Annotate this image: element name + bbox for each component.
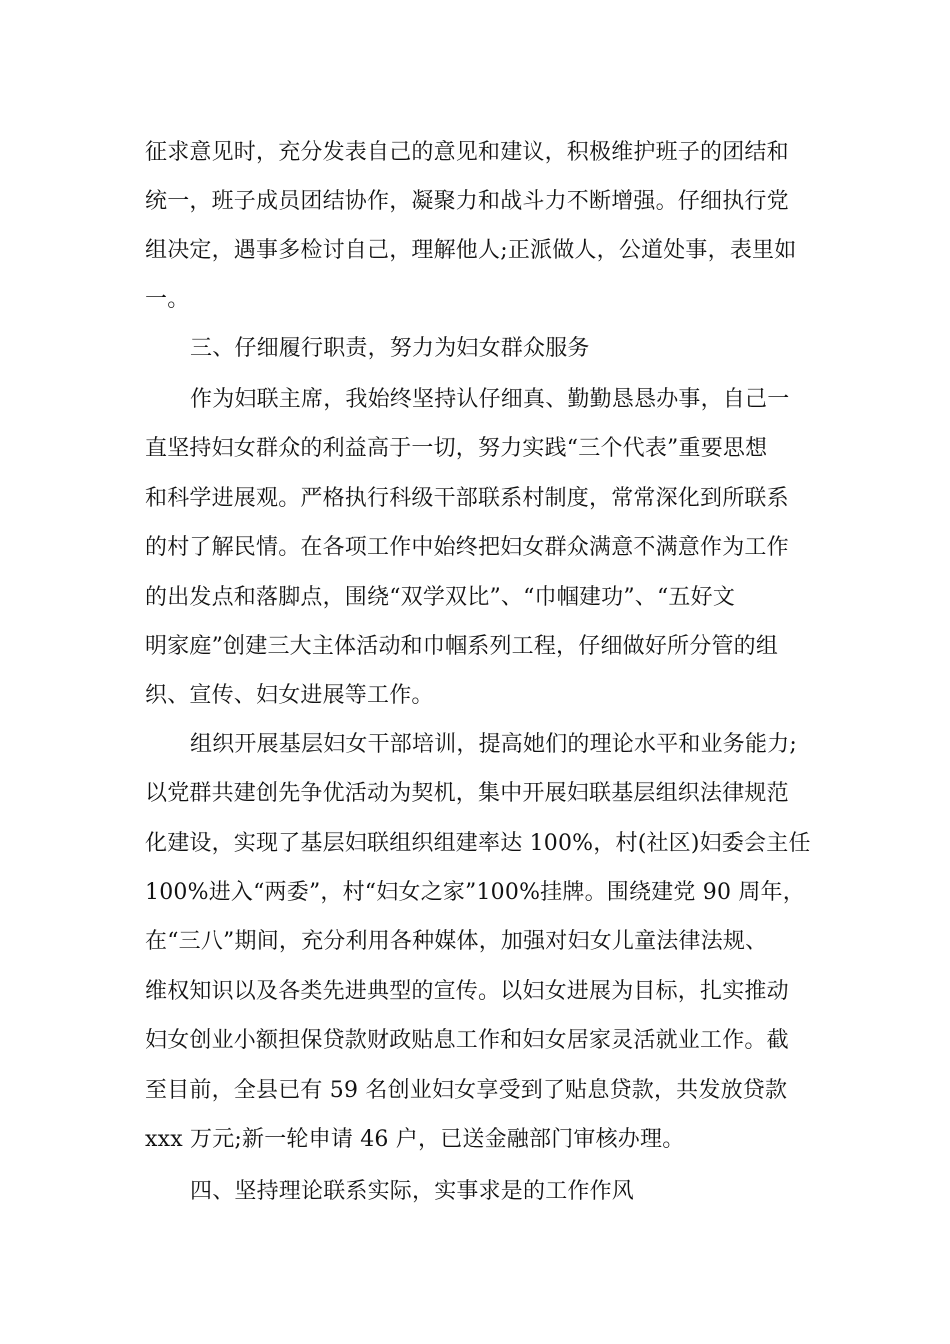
paragraph-line: 化建设，实现了基层妇联组织组建率达 100%，村(社区)妇委会主任 <box>145 831 811 856</box>
paragraph-line: 征求意见时，充分发表自己的意见和建议，积极维护班子的团结和 <box>145 140 789 165</box>
paragraph-line: 在“三八”期间，充分利用各种媒体，加强对妇女儿童法律法规、 <box>145 929 768 954</box>
paragraph-line: 妇女创业小额担保贷款财政贴息工作和妇女居家灵活就业工作。截 <box>145 1028 789 1053</box>
paragraph-line: 统一，班子成员团结协作，凝聚力和战斗力不断增强。仔细执行党 <box>145 189 789 214</box>
paragraph-line: 一。 <box>145 287 190 312</box>
paragraph-line: xxx 万元;新一轮申请 46 户，已送金融部门审核办理。 <box>145 1127 685 1152</box>
paragraph-line: 组织开展基层妇女干部培训，提高她们的理论水平和业务能力; <box>190 732 798 757</box>
paragraph-line: 作为妇联主席，我始终坚持认仔细真、勤勤恳恳办事，自己一 <box>190 387 790 412</box>
paragraph-line: 维权知识以及各类先进典型的宣传。以妇女进展为目标，扎实推动 <box>145 979 789 1004</box>
paragraph-line: 以党群共建创先争优活动为契机，集中开展妇联基层组织法律规范 <box>145 781 789 806</box>
section-heading: 四、坚持理论联系实际，实事求是的工作作风 <box>190 1179 635 1204</box>
section-heading: 三、仔细履行职责，努力为妇女群众服务 <box>190 336 590 361</box>
paragraph-line: 的村了解民情。在各项工作中始终把妇女群众满意不满意作为工作 <box>145 535 789 560</box>
paragraph-line: 的出发点和落脚点，围绕“双学双比”、“巾帼建功”、“五好文 <box>145 585 736 610</box>
paragraph-line: 组决定，遇事多检讨自己，理解他人;正派做人，公道处事，表里如 <box>145 238 797 263</box>
paragraph-line: 和科学进展观。严格执行科级干部联系村制度，常常深化到所联系 <box>145 486 789 511</box>
paragraph-line: 直坚持妇女群众的利益高于一切，努力实践“三个代表”重要思想 <box>145 436 768 461</box>
paragraph-line: 100%进入“两委”，村“妇女之家”100%挂牌。围绕建党 90 周年， <box>145 880 805 905</box>
paragraph-line: 明家庭”创建三大主体活动和巾帼系列工程，仔细做好所分管的组 <box>145 634 779 659</box>
paragraph-line: 织、宣传、妇女进展等工作。 <box>145 683 434 708</box>
paragraph-line: 至目前，全县已有 59 名创业妇女享受到了贴息贷款，共发放贷款 <box>145 1078 788 1103</box>
